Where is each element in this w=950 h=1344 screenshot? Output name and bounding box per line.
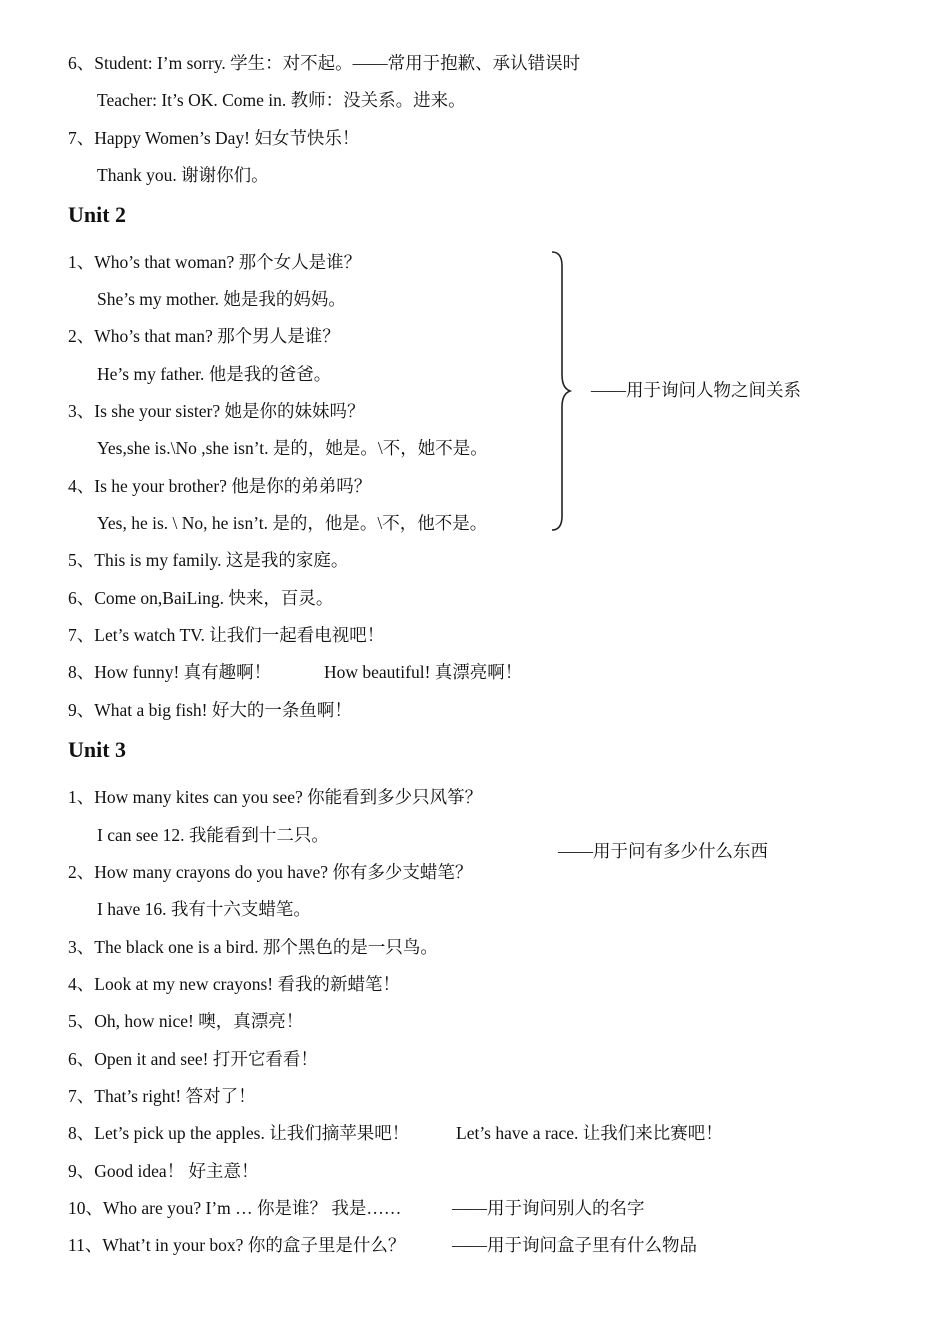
sentence-line-extra: How beautiful! 真漂亮啊！ (324, 662, 523, 682)
sentence-line: 4、Look at my new crayons! 看我的新蜡笔！ (68, 974, 400, 994)
how-many-note: ——用于问有多少什么东西 (558, 841, 768, 861)
sentence-line: 2、Who’s that man? 那个男人是谁？ (68, 326, 340, 346)
box-note: ——用于询问盒子里有什么物品 (452, 1235, 697, 1255)
sentence-line: 1、How many kites can you see? 你能看到多少只风筝？ (68, 787, 483, 807)
sentence-line: She’s my mother. 她是我的妈妈。 (97, 289, 346, 309)
sentence-line: 7、Let’s watch TV. 让我们一起看电视吧！ (68, 625, 385, 645)
sentence-line: 2、How many crayons do you have? 你有多少支蜡笔？ (68, 862, 473, 882)
sentence-line: 8、How funny! 真有趣啊！ (68, 662, 272, 682)
sentence-line: 6、Open it and see! 打开它看看！ (68, 1049, 318, 1069)
unit-2-heading: Unit 2 (68, 202, 127, 227)
sentence-line: 9、What a big fish! 好大的一条鱼啊！ (68, 700, 352, 720)
unit-3-heading: Unit 3 (68, 737, 127, 762)
brace-note: ——用于询问人物之间关系 (591, 380, 801, 400)
curly-brace-icon (548, 250, 578, 532)
sentence-line: 7、That’s right! 答对了！ (68, 1086, 256, 1106)
sentence-line: Teacher: It’s OK. Come in. 教师：没关系。进来。 (97, 90, 466, 110)
sentence-line: 10、Who are you? I’m … 你是谁？ 我是…… (68, 1198, 402, 1218)
sentence-line: 7、Happy Women’s Day! 妇女节快乐！ (68, 128, 360, 148)
sentence-line: Yes,she is.\No ,she isn’t. 是的，她是。\不，她不是。 (97, 438, 488, 458)
sentence-line: Yes, he is. \ No, he isn’t. 是的，他是。\不，他不是。 (97, 513, 488, 533)
sentence-line: Thank you. 谢谢你们。 (97, 165, 269, 185)
sentence-line: 3、Is she your sister? 她是你的妹妹吗？ (68, 401, 365, 421)
sentence-line: I have 16. 我有十六支蜡笔。 (97, 899, 311, 919)
name-note: ——用于询问别人的名字 (452, 1198, 645, 1218)
sentence-line: 9、Good idea！ 好主意！ (68, 1161, 259, 1181)
sentence-line: He’s my father. 他是我的爸爸。 (97, 364, 332, 384)
sentence-line: 6、Come on,BaiLing. 快来，百灵。 (68, 588, 334, 608)
sentence-line: 4、Is he your brother? 他是你的弟弟吗？ (68, 476, 372, 496)
sentence-line: 11、What’t in your box? 你的盒子里是什么？ (68, 1235, 406, 1255)
sentence-line: 3、The black one is a bird. 那个黑色的是一只鸟。 (68, 937, 438, 957)
sentence-line: 5、This is my family. 这是我的家庭。 (68, 550, 349, 570)
sentence-line: 6、Student: I’m sorry. 学生：对不起。——常用于抱歉、承认错误时 (68, 53, 581, 73)
sentence-line: 5、Oh, how nice! 噢，真漂亮！ (68, 1011, 304, 1031)
sentence-line: 1、Who’s that woman? 那个女人是谁？ (68, 252, 362, 272)
sentence-line: I can see 12. 我能看到十二只。 (97, 825, 329, 845)
sentence-line-extra: Let’s have a race. 让我们来比赛吧！ (456, 1123, 723, 1143)
sentence-line: 8、Let’s pick up the apples. 让我们摘苹果吧！ (68, 1123, 410, 1143)
